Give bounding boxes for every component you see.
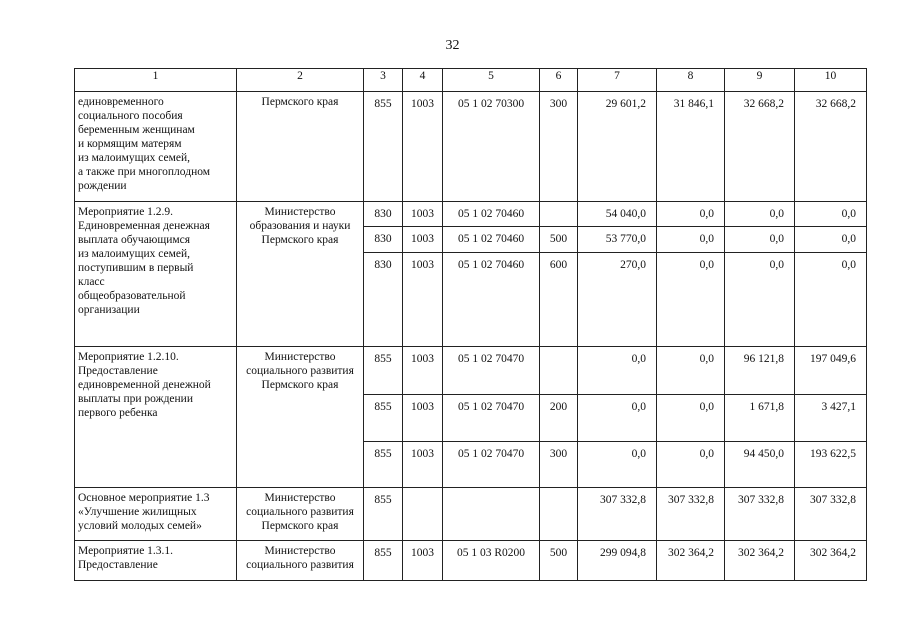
- amount-cell: 0,0: [657, 202, 725, 227]
- amount-cell: 54 040,0: [578, 202, 657, 227]
- header-cell: 3: [364, 69, 403, 92]
- measure-name-cell: единовременного социального пособия беременным женщинам и кормящим матерям из малоимущих семей, а также при многоплодном рождении: [75, 92, 237, 202]
- table-row: [75, 202, 867, 227]
- header-cell: 6: [540, 69, 578, 92]
- measure-name-cell: Мероприятие 1.2.9. Единовременная денежная выплата обучающимся из малоимущих семей, поступившим в первый класс общеобразовательной организации: [75, 202, 237, 347]
- expense-type-cell: [540, 202, 578, 227]
- header-cell: 7: [578, 69, 657, 92]
- amount-cell: 0,0: [657, 253, 725, 347]
- executor-cell: Министерство образования и науки Пермского края: [237, 202, 364, 347]
- amount-cell: 270,0: [578, 253, 657, 347]
- amount-cell: 0,0: [657, 442, 725, 488]
- amount-cell: 0,0: [657, 227, 725, 253]
- target-article-cell: 05 1 02 70460: [443, 253, 540, 347]
- amount-cell: 31 846,1: [657, 92, 725, 202]
- section-code-cell: 1003: [403, 202, 443, 227]
- grbs-code-cell: 855: [364, 92, 403, 202]
- amount-cell: 0,0: [578, 347, 657, 395]
- section-code-cell: 1003: [403, 92, 443, 202]
- amount-cell: 299 094,8: [578, 541, 657, 581]
- expense-type-cell: 300: [540, 442, 578, 488]
- amount-cell: 0,0: [725, 202, 795, 227]
- table-row: [75, 541, 867, 581]
- header-cell: 8: [657, 69, 725, 92]
- amount-cell: 0,0: [795, 227, 867, 253]
- amount-cell: 53 770,0: [578, 227, 657, 253]
- expense-type-cell: 600: [540, 253, 578, 347]
- target-article-cell: 05 1 03 R0200: [443, 541, 540, 581]
- amount-cell: 3 427,1: [795, 395, 867, 442]
- header-cell: 4: [403, 69, 443, 92]
- grbs-code-cell: 855: [364, 442, 403, 488]
- grbs-code-cell: 830: [364, 253, 403, 347]
- grbs-code-cell: 855: [364, 488, 403, 541]
- measure-name-cell: Мероприятие 1.3.1. Предоставление: [75, 541, 237, 581]
- amount-cell: 94 450,0: [725, 442, 795, 488]
- expense-type-cell: 500: [540, 541, 578, 581]
- amount-cell: 307 332,8: [795, 488, 867, 541]
- amount-cell: 32 668,2: [725, 92, 795, 202]
- amount-cell: 307 332,8: [657, 488, 725, 541]
- page-number: 32: [445, 38, 460, 53]
- target-article-cell: 05 1 02 70470: [443, 442, 540, 488]
- target-article-cell: [443, 488, 540, 541]
- table-row: [75, 347, 867, 395]
- section-code-cell: 1003: [403, 541, 443, 581]
- budget-table: [74, 68, 867, 581]
- target-article-cell: 05 1 02 70470: [443, 347, 540, 395]
- grbs-code-cell: 830: [364, 227, 403, 253]
- section-code-cell: [403, 488, 443, 541]
- section-code-cell: 1003: [403, 253, 443, 347]
- amount-cell: 0,0: [725, 253, 795, 347]
- header-cell: 1: [75, 69, 237, 92]
- target-article-cell: 05 1 02 70460: [443, 202, 540, 227]
- amount-cell: 0,0: [657, 347, 725, 395]
- measure-name-cell: Основное мероприятие 1.3 «Улучшение жилищных условий молодых семей»: [75, 488, 237, 541]
- amount-cell: 197 049,6: [795, 347, 867, 395]
- header-cell: 9: [725, 69, 795, 92]
- expense-type-cell: [540, 488, 578, 541]
- amount-cell: 307 332,8: [725, 488, 795, 541]
- executor-cell: Министерство социального развития: [237, 541, 364, 581]
- executor-cell: Министерство социального развития Пермского края: [237, 347, 364, 488]
- measure-name-cell: Мероприятие 1.2.10. Предоставление единовременной денежной выплаты при рождении первого ребенка: [75, 347, 237, 488]
- amount-cell: 302 364,2: [657, 541, 725, 581]
- target-article-cell: 05 1 02 70470: [443, 395, 540, 442]
- executor-cell: Пермского края: [237, 92, 364, 202]
- expense-type-cell: [540, 347, 578, 395]
- expense-type-cell: 200: [540, 395, 578, 442]
- header-cell: 5: [443, 69, 540, 92]
- target-article-cell: 05 1 02 70300: [443, 92, 540, 202]
- amount-cell: 0,0: [725, 227, 795, 253]
- table-row: [75, 92, 867, 202]
- amount-cell: 307 332,8: [578, 488, 657, 541]
- grbs-code-cell: 830: [364, 202, 403, 227]
- amount-cell: 302 364,2: [725, 541, 795, 581]
- grbs-code-cell: 855: [364, 395, 403, 442]
- amount-cell: 1 671,8: [725, 395, 795, 442]
- section-code-cell: 1003: [403, 347, 443, 395]
- table-row: [75, 488, 867, 541]
- header-row: [75, 69, 867, 92]
- header-cell: 2: [237, 69, 364, 92]
- amount-cell: 0,0: [657, 395, 725, 442]
- amount-cell: 0,0: [795, 253, 867, 347]
- grbs-code-cell: 855: [364, 541, 403, 581]
- grbs-code-cell: 855: [364, 347, 403, 395]
- amount-cell: 32 668,2: [795, 92, 867, 202]
- expense-type-cell: 500: [540, 227, 578, 253]
- section-code-cell: 1003: [403, 395, 443, 442]
- executor-cell: Министерство социального развития Пермского края: [237, 488, 364, 541]
- amount-cell: 302 364,2: [795, 541, 867, 581]
- amount-cell: 193 622,5: [795, 442, 867, 488]
- amount-cell: 0,0: [578, 395, 657, 442]
- target-article-cell: 05 1 02 70460: [443, 227, 540, 253]
- section-code-cell: 1003: [403, 442, 443, 488]
- amount-cell: 96 121,8: [725, 347, 795, 395]
- amount-cell: 0,0: [578, 442, 657, 488]
- section-code-cell: 1003: [403, 227, 443, 253]
- expense-type-cell: 300: [540, 92, 578, 202]
- header-cell: 10: [795, 69, 867, 92]
- amount-cell: 29 601,2: [578, 92, 657, 202]
- amount-cell: 0,0: [795, 202, 867, 227]
